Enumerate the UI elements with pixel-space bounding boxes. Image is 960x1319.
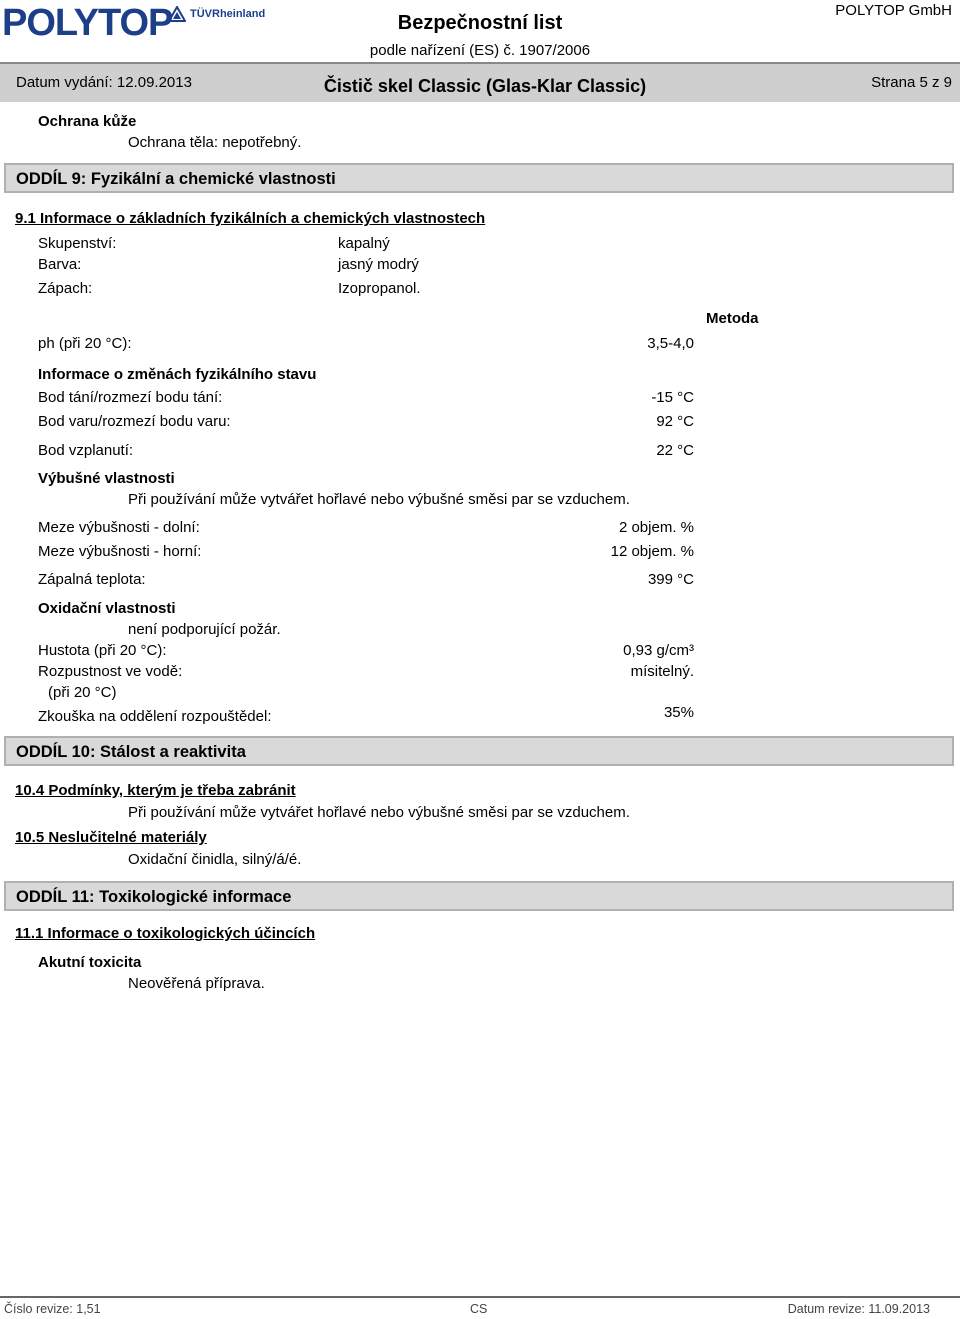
- section9-title: ODDÍL 9: Fyzikální a chemické vlastnosti: [16, 170, 336, 188]
- section9-bar: [4, 163, 954, 193]
- solubility-temp: (při 20 °C): [48, 684, 117, 701]
- section10-title: ODDÍL 10: Stálost a reaktivita: [16, 743, 246, 761]
- page-number: Strana 5 z 9: [871, 74, 952, 91]
- flash-label: Bod vzplanutí:: [38, 442, 134, 459]
- section10-sub4-text: Při používání může vytvářet hořlavé nebo výbušné směsi par se vzduchem.: [128, 804, 630, 821]
- header-bar: [0, 64, 960, 102]
- section11-bar: [4, 881, 954, 911]
- solubility-value: mísitelný.: [630, 663, 694, 680]
- state-value: kapalný: [338, 235, 390, 252]
- oxid-text: není podporující požár.: [128, 621, 281, 638]
- tuv-triangle-icon: [168, 6, 186, 22]
- explosive-text: Při používání může vytvářet hořlavé nebo výbušné směsi par se vzduchem.: [128, 491, 630, 508]
- boil-label: Bod varu/rozmezí bodu varu:: [38, 413, 231, 430]
- footer-divider: [0, 1296, 960, 1298]
- tuv-text: TÜVRheinland: [190, 8, 266, 20]
- explosive-heading: Výbušné vlastnosti: [38, 470, 175, 487]
- section11-title: ODDÍL 11: Toxikologické informace: [16, 888, 292, 906]
- section10-sub5: 10.5 Neslučitelné materiály: [15, 829, 207, 846]
- oxid-heading: Oxidační vlastnosti: [38, 600, 176, 617]
- melt-value: -15 °C: [651, 389, 694, 406]
- section10-sub4: 10.4 Podmínky, kterým je třeba zabránit: [15, 782, 296, 799]
- footer-revision-date: Datum revize: 11.09.2013: [787, 1302, 930, 1316]
- footer-lang: CS: [470, 1302, 488, 1316]
- skin-text: Ochrana těla: nepotřebný.: [128, 134, 302, 151]
- section10-bar: [4, 736, 954, 766]
- flash-value: 22 °C: [656, 442, 694, 459]
- ph-value: 3,5-4,0: [647, 335, 694, 352]
- boil-value: 92 °C: [656, 413, 694, 430]
- method-heading: Metoda: [706, 310, 759, 327]
- product-name: Čistič skel Classic (Glas-Klar Classic): [323, 76, 647, 96]
- section10-sub5-text: Oxidační činidla, silný/á/é.: [128, 851, 302, 868]
- logo-text: POLYTOP: [2, 2, 173, 44]
- acute-text: Neověřená příprava.: [128, 975, 265, 992]
- issue-date: Datum vydání: 12.09.2013: [16, 74, 192, 91]
- solvent-label: Zkouška na oddělení rozpouštědel:: [38, 708, 272, 725]
- skin-heading: Ochrana kůže: [38, 113, 137, 130]
- section11-sub1: 11.1 Informace o toxikologických účincích: [15, 925, 316, 942]
- melt-label: Bod tání/rozmezí bodu tání:: [38, 389, 223, 406]
- odor-label: Zápach:: [38, 280, 93, 297]
- solubility-label: Rozpustnost ve vodě:: [38, 663, 183, 680]
- ignition-label: Zápalná teplota:: [38, 571, 146, 588]
- tuv-logo: [168, 6, 265, 22]
- company-name: POLYTOP GmbH: [835, 2, 952, 19]
- phys-heading: Informace o změnách fyzikálního stavu: [38, 366, 317, 383]
- ph-label: ph (při 20 °C):: [38, 335, 132, 352]
- density-value: 0,93 g/cm³: [623, 642, 694, 659]
- document-title: Bezpečnostní list: [397, 12, 563, 34]
- solvent-value: 35%: [663, 704, 694, 721]
- state-label: Skupenství:: [38, 235, 117, 252]
- section9-sub1: 9.1 Informace o základních fyzikálních a chemických vlastnostech: [15, 210, 486, 227]
- polytop-logo: [2, 2, 172, 45]
- density-label: Hustota (při 20 °C):: [38, 642, 167, 659]
- lel-value: 2 objem. %: [618, 519, 694, 536]
- acute-heading: Akutní toxicita: [38, 954, 142, 971]
- uel-value: 12 objem. %: [610, 543, 694, 560]
- document-subtitle: podle nařízení (ES) č. 1907/2006: [369, 42, 591, 59]
- uel-label: Meze výbušnosti - horní:: [38, 543, 202, 560]
- odor-value: Izopropanol.: [338, 280, 421, 297]
- color-value: jasný modrý: [338, 256, 419, 273]
- footer-revision: Číslo revize: 1,51: [4, 1302, 101, 1316]
- color-label: Barva:: [38, 256, 82, 273]
- lel-label: Meze výbušnosti - dolní:: [38, 519, 200, 536]
- ignition-value: 399 °C: [647, 571, 694, 588]
